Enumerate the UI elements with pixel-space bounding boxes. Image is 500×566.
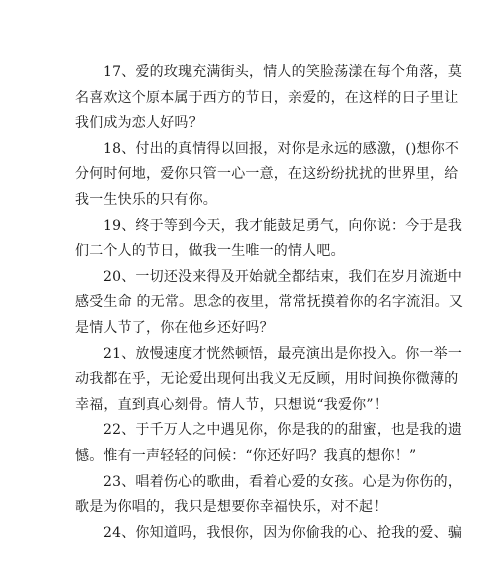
paragraph-24 — [75, 521, 463, 547]
paragraph-19 — [75, 214, 463, 265]
paragraph-21 — [75, 342, 463, 419]
paragraph-23 — [75, 470, 463, 521]
text-line: 幸福，直到真心刻骨。情人节，只想说“我爱你”！ — [75, 396, 388, 413]
text-line: 23、唱着伤心的歌曲，看着心爱的女孩。心是为你伤的， — [103, 473, 463, 490]
text-line: 20、一切还没来得及开始就全都结束，我们在岁月流逝中 — [103, 268, 463, 285]
text-line: 18、付出的真情得以回报，对你是永远的感激，()想你不 — [103, 140, 460, 157]
text-line: 名喜欢这个原本属于西方的节日，亲爱的，在这样的日子里让 — [75, 89, 459, 106]
text-line: 我们成为恋人好吗？ — [75, 115, 203, 132]
text-line: 19、终于等到今天，我才能鼓足勇气，向你说：今于是我 — [103, 217, 463, 234]
text-line: 憾。惟有一声轻轻的问候：“你还好吗？我真的想你！” — [75, 447, 417, 464]
paragraph-22 — [75, 418, 463, 469]
text-line: 歌是为你唱的，我只是想要你幸福快乐，对不起！ — [75, 499, 388, 516]
text-line: 动我都在乎，无论爱出现何出我义无反顾，用时间换你微薄的 — [75, 371, 459, 388]
paragraph-17 — [75, 60, 463, 137]
text-line: 我一生快乐的只有你。 — [75, 191, 217, 208]
text-line: 22、于千万人之中遇见你，你是我的的甜蜜，也是我的遗 — [103, 422, 463, 439]
text-line: 分何时何地，爱你只管一心一意，在这纷纷扰扰的世界里，给 — [75, 166, 459, 183]
bottom-fade — [0, 546, 500, 566]
paragraph-20 — [75, 265, 464, 342]
text-line: 是情人节了，你在他乡还好吗？ — [75, 319, 274, 336]
document-body — [75, 60, 464, 546]
text-line: 们二个人的节日，做我一生唯一的情人吧。 — [75, 243, 345, 260]
text-line: 24、你知道吗，我恨你，因为你偷我的心、抢我的爱、骗 — [103, 524, 463, 541]
text-line: 21、放慢速度才恍然顿悟，最亮演出是你投入。你一举一 — [103, 345, 463, 362]
paragraph-18 — [75, 137, 460, 214]
text-line: 感受生命 的无常。思念的夜里，常常抚摸着你的名字流泪。又 — [75, 294, 464, 311]
text-line: 17、爱的玫瑰充满街头，情人的笑脸荡漾在每个角落，莫 — [103, 64, 463, 80]
